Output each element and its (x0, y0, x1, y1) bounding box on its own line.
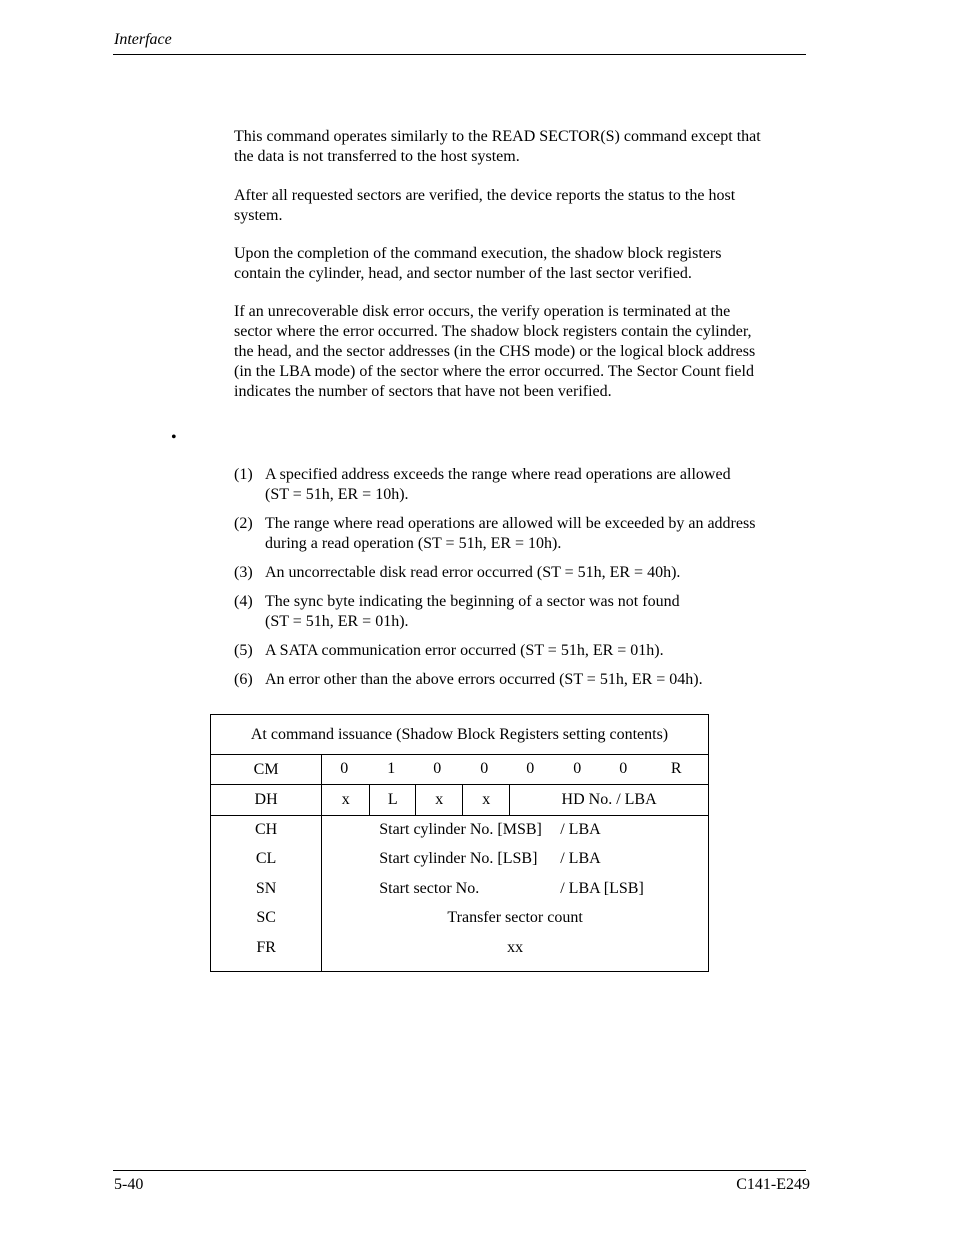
document-code: C141-E249 (736, 1176, 810, 1193)
cm-bits (322, 755, 709, 785)
field-ch: Start cylinder No. [MSB] / LBA (379, 821, 601, 838)
running-header: Interface (114, 31, 172, 48)
register-fields (322, 816, 709, 972)
table-caption: At command issuance (Shadow Block Registers setting contents) (211, 715, 709, 755)
cm-bit-6: 1 (387, 760, 396, 777)
paragraph-3: Upon the completion of the command execution, the shadow block registers contain the cylinder, head, and sector number of the last sector verified. (234, 245, 722, 282)
register-labels (211, 816, 322, 972)
paragraph-1: This command operates similarly to the READ SECTOR(S) command except that the data is not transferred to the host system. (234, 128, 761, 165)
cm-bit-7: 0 (340, 760, 349, 777)
field-cl: Start cylinder No. [LSB] / LBA (379, 850, 601, 868)
register-label-sc: SC (256, 909, 276, 927)
field-fr: xx (507, 938, 524, 956)
cm-bit-1: 0 (619, 760, 628, 777)
field-sc: Transfer sector count (447, 909, 583, 927)
header-rule (113, 54, 806, 55)
field-sn: Start sector No. / LBA [LSB] (379, 879, 644, 897)
dh-bits (322, 785, 709, 816)
cm-bit-2: 0 (573, 760, 582, 777)
register-label-dh: DH (211, 785, 322, 816)
register-label-sn: SN (255, 879, 277, 897)
cm-bit-4: 0 (480, 760, 489, 777)
register-label-cm: CM (211, 755, 322, 785)
footer-rule (113, 1170, 806, 1171)
cm-bit-5: 0 (433, 760, 442, 777)
register-label-ch: CH (254, 821, 278, 838)
dh-bit-5: x (416, 785, 463, 815)
table-row (211, 785, 709, 816)
bullet-mark: • (171, 429, 177, 446)
table-row (211, 755, 709, 785)
register-label-cl: CL (255, 850, 277, 868)
shadow-register-table (210, 714, 709, 972)
dh-bit-4: x (463, 785, 510, 815)
paragraph-4: If an unrecoverable disk error occurs, the verify operation is terminated at the sector where the error occurred. The shadow block registers contain the cylinder, the head, and the sector addresses (in the CHS mode) or the logical block address (in the LBA mode) of the sector where the error occurred. The Sector Count field indicates the number of sectors that have not been verified. (234, 303, 756, 400)
dh-bit-6: L (370, 785, 416, 815)
cm-bit-3: 0 (526, 760, 535, 777)
table-row (211, 816, 709, 972)
page-number: 5-40 (114, 1176, 144, 1193)
register-label-fr: FR (256, 938, 276, 956)
dh-head-lba: HD No. / LBA (561, 791, 657, 808)
cm-bit-0: R (670, 760, 682, 777)
dh-bit-7: x (322, 785, 370, 815)
paragraph-2: After all requested sectors are verified, the device reports the status to the host system. (234, 187, 736, 224)
